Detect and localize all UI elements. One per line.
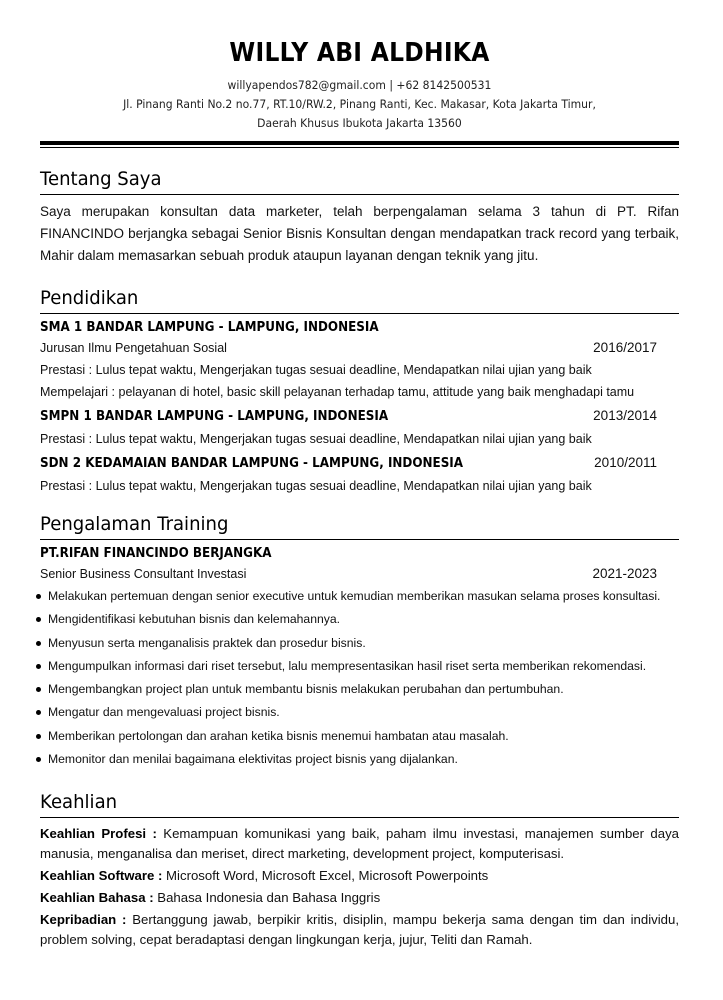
skill-software [40, 866, 679, 886]
section-title-skills: Keahlian [40, 791, 118, 814]
education-entry [40, 405, 679, 446]
section-title-about: Tentang Saya [40, 168, 162, 190]
section-divider [40, 194, 679, 195]
address-line-1: Jl. Pinang Ranti No.2 no.77, RT.10/RW.2, Pinang Ranti, Kec. Makasar, Kota Jakarta Timur, [123, 97, 596, 111]
list-item: Mengidentifikasi kebutuhan bisnis dan kelemahannya. [34, 608, 679, 631]
resume-header [40, 38, 679, 133]
section-divider [40, 313, 679, 314]
header-divider-thick [40, 141, 679, 145]
skill-text: Microsoft Word, Microsoft Excel, Microsoft Powerpoints [162, 868, 489, 884]
list-item: Mengatur dan mengevaluasi project bisnis. [34, 701, 679, 724]
job-role: Senior Business Consultant Investasi [40, 567, 247, 581]
skill-label: Keahlian Profesi : [40, 826, 157, 842]
contact-line: willyapendos782@gmail.com | +62 8142500531 [227, 78, 492, 92]
list-item: Memberikan pertolongan dan arahan ketika bisnis menemui hambatan atau masalah. [34, 725, 679, 748]
skill-label: Keahlian Software : [40, 868, 163, 884]
education-entry [40, 320, 679, 399]
list-item: Mengembangkan project plan untuk membantu bisnis melakukan perubahan dan pertumbuhan. [34, 678, 679, 701]
address-line-2: Daerah Khusus Ibukota Jakarta 13560 [257, 116, 462, 130]
skill-label: Kepribadian : [40, 912, 127, 928]
school-year: 2010/2011 [594, 455, 657, 470]
skill-language [40, 888, 679, 908]
skill-professional [40, 824, 679, 864]
education-entry [40, 452, 679, 493]
job-period: 2021-2023 [592, 566, 657, 581]
school-name: SMA 1 BANDAR LAMPUNG - LAMPUNG, INDONESIA [40, 320, 379, 335]
school-achievement: Prestasi : Lulus tepat waktu, Mengerjakan tugas sesuai deadline, Mendapatkan nilai ujian yang baik [40, 432, 592, 446]
skill-text: Kemampuan komunikasi yang baik, paham ilmu investasi, manajemen sumber daya manusia, menganalisa dan meriset, direct marketing, development project, komputerisasi. [40, 826, 679, 862]
school-name: SMPN 1 BANDAR LAMPUNG - LAMPUNG, INDONESIA [40, 409, 389, 424]
list-item: Mengumpulkan informasi dari riset tersebut, lalu mempresentasikan hasil riset serta memberikan rekomendasi. [34, 655, 679, 678]
skill-text: Bertanggung jawab, berpikir kritis, disiplin, mampu bekerja sama dengan tim dan individu, problem solving, cepat beradaptasi dengan lingkungan kerja, jujur, Teliti dan Ramah. [40, 912, 680, 948]
header-divider-thin [40, 147, 679, 148]
school-achievement: Prestasi : Lulus tepat waktu, Mengerjakan tugas sesuai deadline, Mendapatkan nilai ujian yang baik [40, 479, 592, 493]
list-item: Memonitor dan menilai bagaimana elektivitas project bisnis yang dijalankan. [34, 748, 679, 771]
skill-text: Bahasa Indonesia dan Bahasa Inggris [153, 890, 381, 906]
school-year: 2013/2014 [593, 408, 657, 423]
school-learned: Mempelajari : pelayanan di hotel, basic skill pelayanan terhadap tamu, attitude yang baik menghadapi tamu [40, 385, 635, 399]
school-year: 2016/2017 [593, 340, 657, 355]
section-divider [40, 817, 679, 818]
school-name: SDN 2 KEDAMAIAN BANDAR LAMPUNG - LAMPUNG, INDONESIA [40, 456, 464, 471]
candidate-name: WILLY ABI ALDHIKA [229, 38, 490, 68]
section-title-training: Pengalaman Training [40, 513, 229, 535]
list-item: Menyusun serta menganalisis praktek dan prosedur bisnis. [34, 632, 679, 655]
job-task-list [34, 585, 679, 771]
section-title-education: Pendidikan [40, 287, 139, 309]
skill-personality [40, 910, 679, 950]
section-divider [40, 539, 679, 540]
school-major: Jurusan Ilmu Pengetahuan Sosial [40, 341, 227, 355]
skill-label: Keahlian Bahasa : [40, 890, 154, 906]
company-name: PT.RIFAN FINANCINDO BERJANGKA [40, 546, 272, 561]
school-achievement: Prestasi : Lulus tepat waktu, Mengerjakan tugas sesuai deadline, Mendapatkan nilai ujian yang baik [40, 363, 592, 377]
list-item: Melakukan pertemuan dengan senior executive untuk kemudian memberikan masukan selama proses konsultasi. [34, 585, 679, 608]
about-text: Saya merupakan konsultan data marketer, telah berpengalaman selama 3 tahun di PT. Rifan FINANCINDO berjangka sebagai Senior Bisnis Konsultan dengan mendapatkan track record yang terbaik, Mahir dalam memasarkan sebuah produk ataupun layanan dengan teknik yang jitu. [40, 204, 679, 263]
